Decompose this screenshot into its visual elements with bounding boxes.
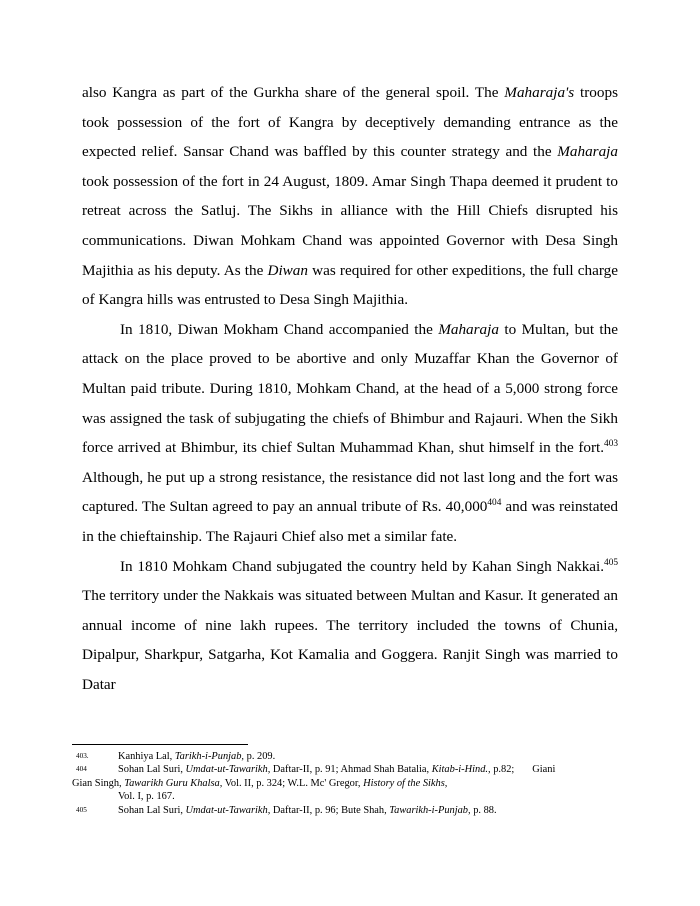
footnote-reference-405[interactable]: 405: [604, 557, 618, 568]
footnote-403: [72, 750, 618, 763]
paragraph-1: also Kangra as part of the Gurkha share of the general spoil. The Maharaja's troops took possession of the fort of Kangra by deceptively demanding entrance as the expected relief. Sansar Chand was baffled by this counter strategy and the Maharaja took possession of the fort in 24 August, 1809. Amar Singh Thapa deemed it prudent to retreat across the Satluj. The Sikhs in alliance with the Hill Chiefs disrupted his communications. Diwan Mohkam Chand was appointed Governor with Desa Singh Majithia as his deputy. As the Diwan was required for other expeditions, the full charge of Kangra hills was entrusted to Desa Singh Majithia.: [82, 84, 618, 309]
italic-title: Kitab-i-Hind.,: [431, 764, 491, 776]
italic-title: History of the Sikhs,: [363, 777, 448, 789]
italic-title: Maharaja: [438, 320, 499, 338]
italic-title: Umdat-ut-Tawarikh,: [185, 804, 271, 816]
footnote-marker-403: 403.: [76, 752, 89, 760]
italic-title: Maharaja: [557, 143, 618, 161]
footnote-405: [72, 804, 618, 817]
italic-title: Maharaja's: [504, 84, 575, 101]
footnote-section: [72, 744, 618, 817]
italic-title: Umdat-ut-Tawarikh,: [185, 764, 271, 776]
footnote-list: [72, 750, 618, 817]
italic-title: Diwan: [267, 261, 308, 279]
italic-title: Tarikh-i-Punjab,: [174, 751, 245, 762]
footnote-marker-404: 404: [76, 765, 87, 774]
body-text-column: [82, 78, 618, 699]
footnote-reference-403[interactable]: 403: [604, 439, 618, 450]
footnote-text-line: Sohan Lal Suri, Umdat-ut-Tawarikh, Daftar-II, p. 96; Bute Shah, Tawarikh-i-Punjab, p. 88.: [118, 804, 497, 816]
italic-title: Tawarikh Guru Khalsa,: [124, 777, 223, 789]
footnote-404: [72, 763, 618, 803]
footnote-text-line: Gian Singh, Tawarikh Guru Khalsa, Vol. II, p. 324; W.L. Mc' Gregor, History of the Sikhs,: [72, 777, 448, 789]
footnote-marker-405: 405: [76, 805, 87, 814]
footnote-text-line: Vol. I, p. 167.: [118, 791, 175, 803]
paragraph-2: In 1810, Diwan Mokham Chand accompanied the Maharaja to Multan, but the attack on the place proved to be abortive and only Muzaffar Khan the Governor of Multan paid tribute. During 1810, Mohkam Chand, at the head of a 5,000 strong force was assigned the task of subjugating the chiefs of Bhimbur and Rajauri. When the Sikh force arrived at Bhimbur, its chief Sultan Muhammad Khan, shut himself in the fort.$^{403}$ Although, he put up a strong resistance, the resistance did not last long and the fort was captured. The Sultan agreed to pay an annual tribute of Rs. 40,000$^{404}$ and was reinstated in the chieftainship. The Rajauri Chief also met a similar fate.: [82, 320, 618, 545]
footnote-reference-404[interactable]: 404: [487, 498, 502, 509]
paragraph-3: In 1810 Mohkam Chand subjugated the country held by Kahan Singh Nakkai.$^{405}$ The territory under the Nakkais was situated between Multan and Kasur. It generated an annual income of nine lakh rupees. The territory included the towns of Chunia, Dipalpur, Sharkpur, Satgarha, Kot Kamalia and Goggera. Ranjit Singh was married to Datar: [82, 557, 618, 693]
paragraph-list: [82, 78, 618, 699]
footnote-text-line: Kanhiya Lal, Tarikh-i-Punjab, p. 209.: [118, 751, 276, 762]
italic-title: Tawarikh-i-Punjab,: [389, 804, 471, 816]
footnote-separator-rule: [72, 744, 248, 745]
footnote-text-line: Sohan Lal Suri, Umdat-ut-Tawarikh, Daftar-II, p. 91; Ahmad Shah Batalia, Kitab-i-Hind., p.82; Giani: [118, 764, 556, 776]
